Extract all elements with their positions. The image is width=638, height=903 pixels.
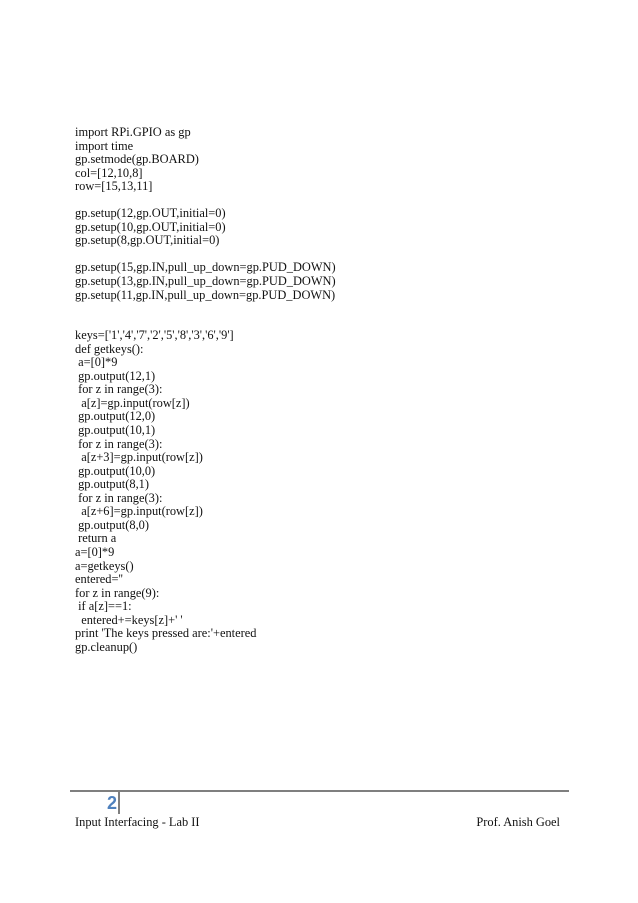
code-line: gp.output(12,1)	[75, 368, 156, 383]
code-line: a[z+3]=gp.input(row[z])	[75, 450, 203, 465]
code-listing	[75, 126, 555, 654]
footer-divider	[70, 790, 569, 792]
code-line: for z in range(3):	[75, 382, 163, 397]
footer-author: Prof. Anish Goel	[476, 815, 560, 829]
code-line: a[z]=gp.input(row[z])	[75, 395, 190, 410]
code-line: a=[0]*9	[75, 355, 118, 370]
code-line: return a	[75, 531, 117, 546]
code-line: for z in range(9):	[75, 585, 160, 600]
code-line: gp.output(8,1)	[75, 477, 149, 492]
code-line: row=[15,13,11]	[75, 179, 153, 194]
code-line: gp.setup(13,gp.IN,pull_up_down=gp.PUD_DOWN)	[75, 274, 336, 289]
code-line: gp.setup(8,gp.OUT,initial=0)	[75, 233, 220, 248]
code-line: for z in range(3):	[75, 490, 163, 505]
code-line: gp.setup(15,gp.IN,pull_up_down=gp.PUD_DOWN)	[75, 260, 336, 275]
blank-line	[75, 248, 555, 262]
code-line: entered+=keys[z]+' '	[75, 612, 183, 627]
code-line: entered=''	[75, 572, 123, 587]
code-line: gp.setup(11,gp.IN,pull_up_down=gp.PUD_DOWN)	[75, 287, 336, 302]
code-line: gp.setup(10,gp.OUT,initial=0)	[75, 219, 226, 234]
code-line: gp.setmode(gp.BOARD)	[75, 152, 199, 167]
code-line: gp.output(8,0)	[75, 517, 149, 532]
code-line: a=getkeys()	[75, 558, 134, 573]
code-line: gp.output(12,0)	[75, 409, 156, 424]
page-number-separator	[118, 792, 120, 814]
code-line: print 'The keys pressed are:'+entered	[75, 626, 257, 641]
code-line: import time	[75, 138, 134, 153]
code-line: gp.output(10,0)	[75, 463, 156, 478]
code-line: gp.setup(12,gp.OUT,initial=0)	[75, 206, 226, 221]
blank-line	[75, 194, 555, 208]
code-line: col=[12,10,8]	[75, 165, 143, 180]
blank-line	[75, 316, 555, 330]
page-number: 2	[107, 793, 118, 813]
code-line: gp.cleanup()	[75, 639, 138, 654]
code-line: import RPi.GPIO as gp	[75, 125, 191, 139]
code-line: def getkeys():	[75, 341, 144, 356]
code-line: if a[z]==1:	[75, 599, 132, 614]
code-line: keys=['1','4','7','2','5','8','3','6','9']	[75, 328, 234, 343]
blank-line	[75, 302, 555, 316]
code-line: gp.output(10,1)	[75, 423, 156, 438]
code-line: for z in range(3):	[75, 436, 163, 451]
code-line: a[z+6]=gp.input(row[z])	[75, 504, 203, 519]
code-line: a=[0]*9	[75, 544, 115, 559]
footer-course-title: Input Interfacing - Lab II	[75, 815, 200, 829]
